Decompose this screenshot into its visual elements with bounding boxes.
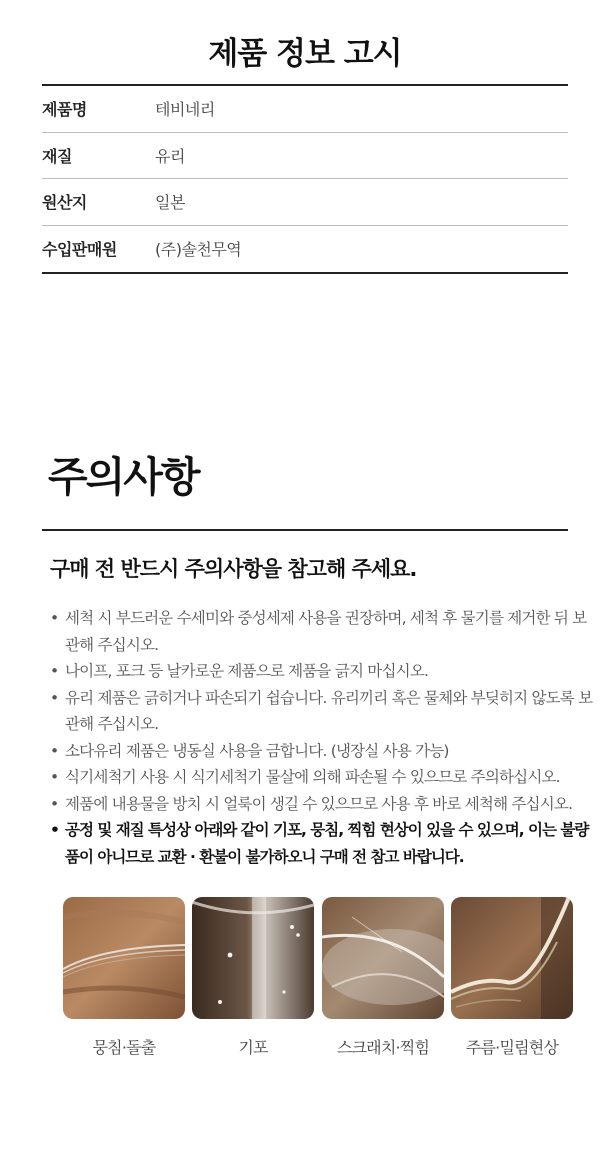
caution-item-text: 세척 시 부드러운 수세미와 중성세제 사용을 권장하며, 세척 후 물기를 제거한 뒤 보관해 주십시오. — [65, 609, 587, 654]
caution-item — [50, 658, 600, 685]
info-row — [42, 179, 568, 226]
caution-item-text: 공정 및 재질 특성상 아래와 같이 기포, 뭉침, 찍힘 현상이 있을 수 있으며, 이는 불량품이 아니므로 교환 · 환불이 불가하오니 구매 전 참고 바랍니다. — [65, 821, 589, 866]
product-info-table — [42, 84, 568, 274]
defect-photo-label: 스크래치·찍힘 — [336, 1038, 430, 1057]
caution-item-text: 소다유리 제품은 냉동실 사용을 금합니다. (냉장실 사용 가능) — [65, 741, 449, 760]
caution-item — [50, 605, 600, 658]
defect-photo-label: 뭉침·돌출 — [92, 1038, 156, 1057]
bullet-icon: • — [50, 688, 59, 707]
bullet-icon: • — [50, 768, 59, 786]
caution-item-text: 유리 제품은 긁히거나 파손되기 쉽습니다. 유리끼리 혹은 물체와 부딪히지 않도록 보관해 주십시오. — [65, 688, 593, 733]
info-value: (주)솔천무역 — [155, 240, 242, 260]
defect-photo-label: 기포 — [238, 1038, 268, 1057]
caution-item — [50, 764, 600, 791]
caution-item — [50, 685, 600, 738]
caution-item-text: 식기세척기 사용 시 식기세척기 물살에 의해 파손될 수 있으므로 주의하십시오. — [65, 768, 560, 786]
bullet-icon: • — [50, 741, 59, 760]
bullet-icon: • — [50, 662, 59, 680]
info-row — [42, 226, 568, 273]
info-row — [42, 86, 568, 133]
caution-item-important — [50, 817, 600, 870]
bullet-icon: • — [50, 794, 59, 813]
info-label: 재질 — [42, 146, 72, 166]
info-value: 일본 — [155, 193, 185, 213]
defect-photo-label: 주름·밀림현상 — [465, 1038, 559, 1057]
defect-photo-wrinkles — [451, 897, 573, 1019]
info-value: 테비네리 — [155, 100, 215, 120]
caution-list — [50, 605, 600, 870]
caution-item-text: 제품에 내용물을 방치 시 얼룩이 생길 수 있으므로 사용 후 바로 세척해 주십시오. — [65, 794, 573, 813]
defect-photo-bubbles — [192, 897, 314, 1019]
defect-photo-scratches — [322, 897, 444, 1019]
defect-photo-lumps — [63, 897, 185, 1019]
caution-item — [50, 738, 600, 765]
info-value: 유리 — [155, 146, 185, 166]
caution-heading: 주의사항 — [48, 453, 199, 501]
defect-photo-gallery — [63, 897, 573, 1077]
info-label: 원산지 — [42, 193, 87, 213]
info-row — [42, 133, 568, 180]
bullet-icon: • — [50, 609, 59, 627]
caution-item-text: 나이프, 포크 등 날카로운 제품으로 제품을 긁지 마십시오. — [65, 662, 429, 680]
section-divider — [42, 529, 568, 531]
page-title: 제품 정보 고시 — [208, 36, 402, 72]
info-label: 수입판매원 — [42, 240, 117, 260]
caution-subheading: 구매 전 반드시 주의사항을 참고해 주세요. — [50, 557, 417, 581]
info-label: 제품명 — [42, 100, 87, 120]
caution-item — [50, 791, 600, 818]
bullet-icon: • — [50, 821, 59, 839]
